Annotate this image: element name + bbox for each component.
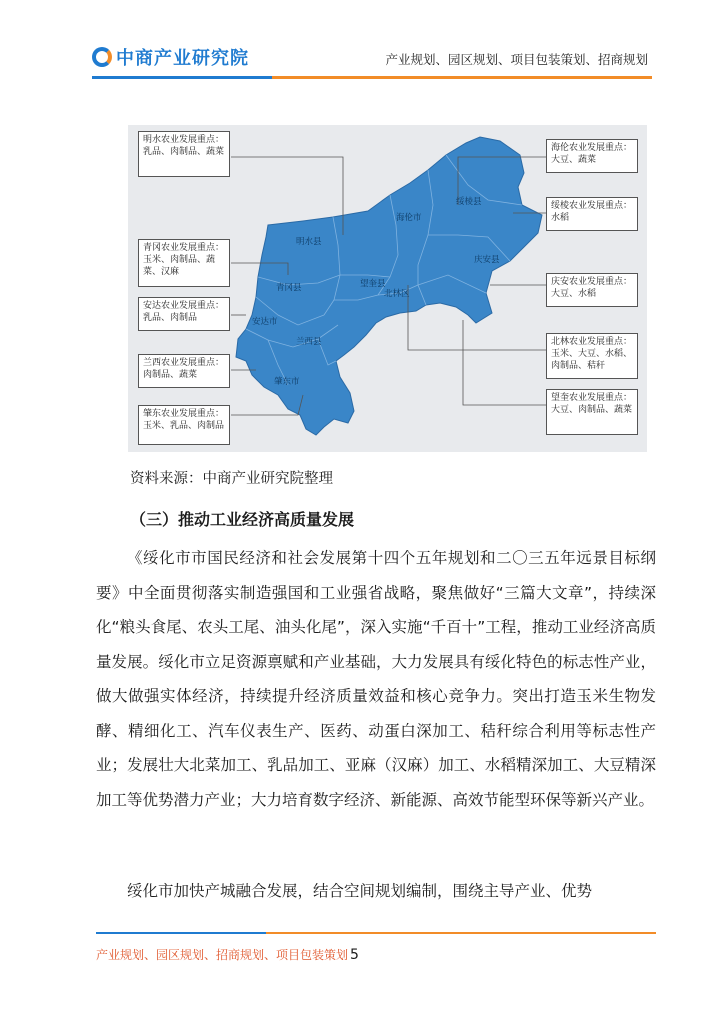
- page-footer: [96, 946, 359, 963]
- page-header: [0, 0, 724, 90]
- map-label-qingan: 庆安县: [474, 255, 500, 265]
- footer-divider-orange: [266, 932, 656, 934]
- logo-text: 中商产业研究院: [116, 48, 249, 69]
- callout-anda: 安达农业发展重点：乳品、肉制品: [138, 297, 230, 331]
- footer-tagline: 产业规划、园区规划、招商规划、项目包装策划: [96, 948, 349, 962]
- logo: [92, 44, 249, 70]
- page-number: 5: [350, 947, 359, 963]
- map-label-hailun: 海伦市: [396, 213, 422, 223]
- map-label-lanxi: 兰西县: [296, 337, 322, 347]
- footer-divider-blue: [96, 932, 266, 934]
- map-label-qinggang: 青冈县: [276, 283, 302, 293]
- callout-zhaodong: 肇东农业发展重点：玉米、乳品、肉制品: [138, 405, 230, 445]
- callout-qinggang: 青冈农业发展重点：玉米、肉制品、蔬菜、汉麻: [138, 239, 230, 287]
- map-label-suileng: 绥棱县: [456, 197, 482, 207]
- callout-suileng: 绥棱农业发展重点：水稻: [546, 197, 638, 231]
- header-divider-orange: [272, 76, 652, 79]
- callout-mingshui: 明水农业发展重点：乳品、肉制品、蔬菜: [138, 131, 230, 177]
- map-label-zhaodong: 肇东市: [274, 377, 300, 387]
- suihua-agriculture-map-figure: [128, 125, 647, 452]
- logo-icon: [92, 47, 112, 67]
- body-paragraph-1: 《绥化市市国民经济和社会发展第十四个五年规划和二〇三五年远景目标纲要》中全面贯彻落实制造强国和工业强省战略，聚焦做好“三篇大文章”，持续深化“粮头食尾、农头工尾、油头化尾”，深入实施“千百十”工程，推动工业经济高质量发展。绥化市立足资源禀赋和产业基础，大力发展具有绥化特色的标志性产业，做大做强实体经济，持续提升经济质量效益和核心竞争力。突出打造玉米生物发酵、精细化工、汽车仪表生产、医药、动蛋白深加工、秸秆综合利用等标志性产业；发展壮大北菜加工、乳品加工、亚麻（汉麻）加工、水稻精深加工、大豆精深加工等优势潜力产业；大力培育数字经济、新能源、高效节能型环保等新兴产业。: [96, 549, 656, 809]
- callout-qingan: 庆安农业发展重点：大豆、水稻: [546, 273, 638, 307]
- map-label-wangkui: 望奎县: [360, 279, 386, 289]
- callout-wangkui: 望奎农业发展重点：大豆、肉制品、蔬菜: [546, 389, 638, 435]
- source-note: 资料来源：中商产业研究院整理: [130, 471, 333, 487]
- map-label-beilin: 北林区: [384, 289, 410, 299]
- callout-beilin: 北林农业发展重点：玉米、大豆、水稻、肉制品、秸秆: [546, 333, 638, 379]
- header-divider-blue: [92, 76, 272, 79]
- callout-lanxi: 兰西农业发展重点：肉制品、蔬菜: [138, 354, 230, 388]
- body-paragraph-2: 绥化市加快产城融合发展，结合空间规划编制，围绕主导产业、优势: [127, 882, 593, 900]
- section-heading: （三）推动工业经济高质量发展: [130, 510, 355, 529]
- map-label-anda: 安达市: [252, 317, 278, 327]
- map-label-mingshui: 明水县: [296, 237, 322, 247]
- header-tagline: 产业规划、园区规划、项目包装策划、招商规划: [385, 52, 648, 67]
- callout-hailun: 海伦农业发展重点：大豆、蔬菜: [546, 139, 638, 173]
